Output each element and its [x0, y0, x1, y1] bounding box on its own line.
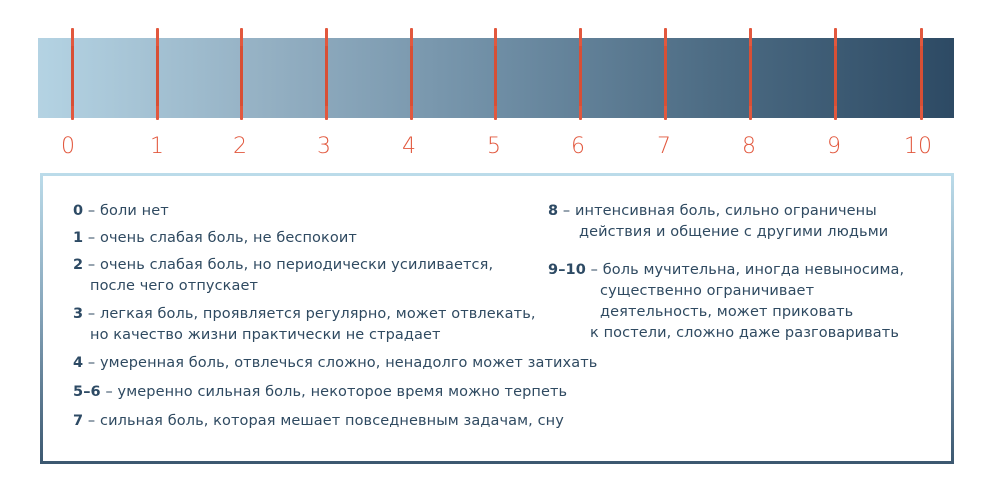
scale-label-8: 8 — [742, 134, 756, 159]
scale-label-0: 0 — [61, 134, 75, 159]
legend-item-4 — [73, 353, 597, 374]
scale-label-4: 4 — [402, 134, 416, 159]
scale-label-3: 3 — [317, 134, 331, 159]
legend-text: боль мучительна, иногда невыносима, — [602, 262, 905, 278]
scale-label-9: 9 — [827, 134, 841, 159]
scale-tick-3 — [325, 28, 328, 120]
scale-tick-6 — [579, 28, 582, 120]
legend-item-0 — [73, 201, 169, 222]
scale-tick-4 — [410, 28, 413, 120]
scale-tick-2 — [240, 28, 243, 120]
legend-item-5-6 — [73, 382, 567, 403]
scale-tick-10 — [920, 28, 923, 120]
legend-text-continuation: к постели, сложно даже разговаривать — [590, 325, 899, 341]
legend-num: 4 — [73, 355, 84, 371]
scale-label-1: 1 — [150, 134, 164, 159]
legend-num: 3 — [73, 306, 84, 322]
legend-text: сильная боль, которая мешает повседневным задачам, сну — [100, 413, 564, 429]
scale-label-7: 7 — [657, 134, 671, 159]
legend-text: боли нет — [100, 203, 169, 219]
legend-dash: – — [87, 203, 96, 219]
legend-text: легкая боль, проявляется регулярно, может отвлекать, — [100, 306, 536, 322]
scale-tick-1 — [156, 28, 159, 120]
legend-dash: – — [87, 355, 96, 371]
scale-label-6: 6 — [571, 134, 585, 159]
legend-dash: – — [87, 257, 96, 273]
legend-item-9-10 — [548, 260, 904, 344]
legend-text-continuation: существенно ограничивает — [600, 283, 815, 299]
legend-text-continuation: но качество жизни практически не страдает — [90, 327, 441, 343]
scale-tick-8 — [749, 28, 752, 120]
legend-dash: – — [87, 230, 96, 246]
legend-dash: – — [87, 306, 96, 322]
legend-item-3 — [73, 304, 536, 346]
legend-dash: – — [562, 203, 571, 219]
legend-text: интенсивная боль, сильно ограничены — [575, 203, 877, 219]
legend-text-continuation: после чего отпускает — [90, 278, 259, 294]
scale-label-5: 5 — [487, 134, 501, 159]
legend-item-2 — [73, 255, 493, 297]
legend-num: 8 — [548, 203, 559, 219]
legend-num: 2 — [73, 257, 84, 273]
scale-tick-7 — [664, 28, 667, 120]
legend-text: умеренно сильная боль, некоторое время можно терпеть — [117, 384, 568, 400]
legend-text: очень слабая боль, не беспокоит — [100, 230, 357, 246]
legend-num: 5–6 — [73, 384, 101, 400]
legend-dash: – — [87, 413, 96, 429]
scale-tick-5 — [494, 28, 497, 120]
legend-dash: – — [105, 384, 113, 400]
legend-content — [43, 176, 951, 461]
legend-num: 0 — [73, 203, 84, 219]
scale-tick-0 — [71, 28, 74, 120]
legend-box — [40, 173, 954, 464]
legend-num: 1 — [73, 230, 84, 246]
legend-item-1 — [73, 228, 357, 249]
legend-item-8 — [548, 201, 888, 243]
legend-dash: – — [590, 262, 598, 278]
legend-item-7 — [73, 411, 564, 432]
scale-tick-9 — [834, 28, 837, 120]
legend-text-continuation: действия и общение с другими людьми — [579, 224, 889, 240]
scale-label-2: 2 — [233, 134, 247, 159]
scale-label-10: 10 — [904, 134, 932, 159]
legend-text-continuation: деятельность, может приковать — [600, 304, 854, 320]
legend-num: 9–10 — [548, 262, 586, 278]
legend-text: очень слабая боль, но периодически усиливается, — [100, 257, 494, 273]
legend-num: 7 — [73, 413, 84, 429]
legend-text: умеренная боль, отвлечься сложно, ненадолго может затихать — [100, 355, 598, 371]
